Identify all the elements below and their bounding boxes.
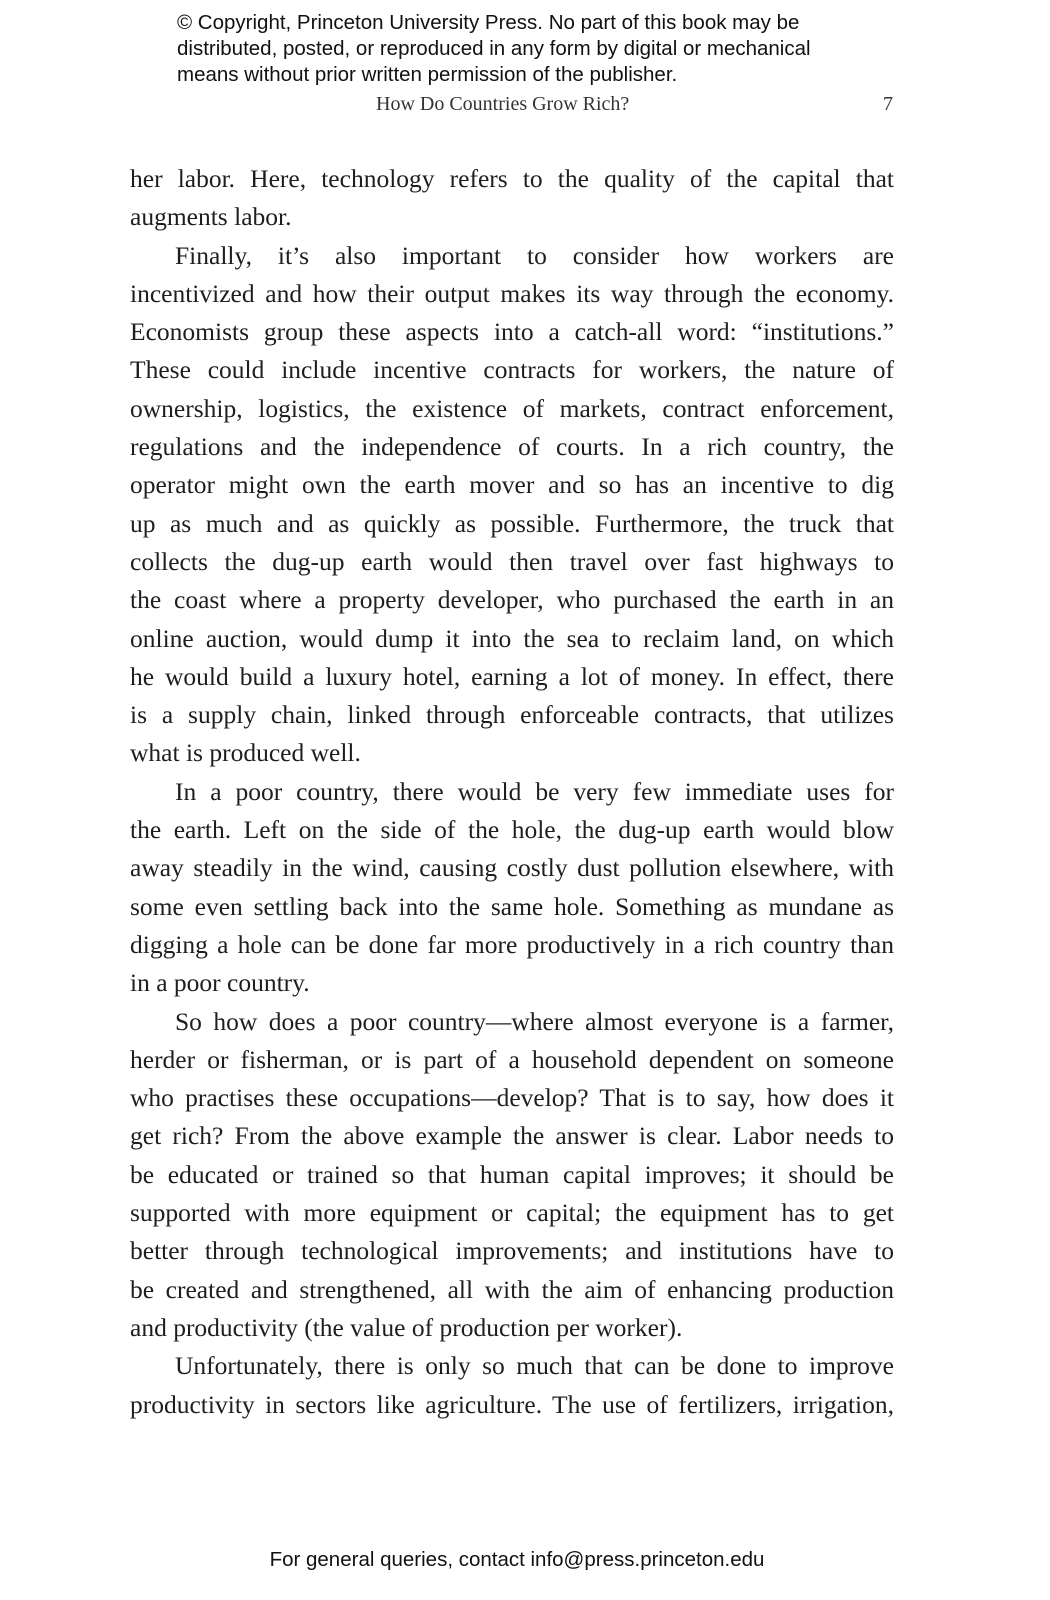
copyright-line: means without prior written permission of the publisher. [177, 63, 678, 86]
paragraph-first-line: In a poor country, there would be very few immediate uses for [175, 776, 894, 806]
text-line: the earth. Left on the side of the hole, the dug-up earth would blow [130, 815, 894, 845]
text-line: some even settling back into the same hole. Something as mundane as [130, 891, 894, 921]
text-line: and productivity (the value of production per worker). [130, 1312, 683, 1342]
text-line: online auction, would dump it into the sea to reclaim land, on which [130, 623, 894, 653]
text-line: augments labor. [130, 202, 292, 232]
text-line: he would build a luxury hotel, earning a lot of money. In effect, there [130, 661, 894, 691]
copyright-line: © Copyright, Princeton University Press. No part of this book may be [177, 11, 800, 34]
text-line: operator might own the earth mover and so has an incentive to dig [130, 470, 894, 500]
text-line: her labor. Here, technology refers to the quality of the capital that [130, 164, 894, 193]
text-line: get rich? From the above example the answer is clear. Labor needs to [130, 1121, 894, 1151]
text-line: the coast where a property developer, who purchased the earth in an [130, 585, 894, 615]
text-line: productivity in sectors like agriculture. The use of fertilizers, irrigation, [130, 1389, 894, 1419]
text-line: away steadily in the wind, causing costly dust pollution elsewhere, with [130, 853, 894, 883]
paragraph-first-line: Unfortunately, there is only so much that can be done to improve [175, 1351, 894, 1381]
text-line: collects the dug-up earth would then travel over fast highways to [130, 546, 894, 576]
copyright-notice [177, 10, 897, 88]
running-head [130, 93, 895, 121]
text-line: better through technological improvements; and institutions have to [130, 1236, 894, 1266]
text-line: herder or fisherman, or is part of a household dependent on someone [130, 1044, 894, 1074]
paragraph-first-line: So how does a poor country—where almost everyone is a farmer, [175, 1006, 894, 1036]
text-line: be created and strengthened, all with the aim of enhancing production [130, 1274, 894, 1304]
text-line: Economists group these aspects into a catch-all word: “institutions.” [130, 317, 894, 347]
text-line: in a poor country. [130, 968, 310, 998]
text-line: These could include incentive contracts for workers, the nature of [130, 355, 894, 385]
text-line: be educated or trained so that human capital improves; it should be [130, 1159, 894, 1189]
text-line: regulations and the independence of courts. In a rich country, the [130, 432, 894, 462]
text-line: supported with more equipment or capital; the equipment has to get [130, 1198, 894, 1228]
text-line: is a supply chain, linked through enforceable contracts, that utilizes [130, 700, 894, 730]
copyright-line: distributed, posted, or reproduced in any form by digital or mechanical [177, 37, 811, 60]
text-line: ownership, logistics, the existence of markets, contract enforcement, [130, 393, 894, 423]
footer [0, 1548, 1050, 1572]
page-number: 7 [883, 93, 893, 115]
text-line: who practises these occupations—develop? That is to say, how does it [130, 1083, 894, 1113]
text-line: incentivized and how their output makes its way through the economy. [130, 278, 894, 308]
chapter-title: How Do Countries Grow Rich? [376, 93, 630, 115]
body-text [130, 160, 894, 1424]
text-line: what is produced well. [130, 738, 361, 768]
paragraph-first-line: Finally, it’s also important to consider how workers are [175, 240, 894, 270]
text-line: digging a hole can be done far more productively in a rich country than [130, 929, 894, 959]
contact-text: For general queries, contact info@press.princeton.edu [269, 1548, 765, 1571]
text-line: up as much and as quickly as possible. Furthermore, the truck that [130, 508, 894, 538]
